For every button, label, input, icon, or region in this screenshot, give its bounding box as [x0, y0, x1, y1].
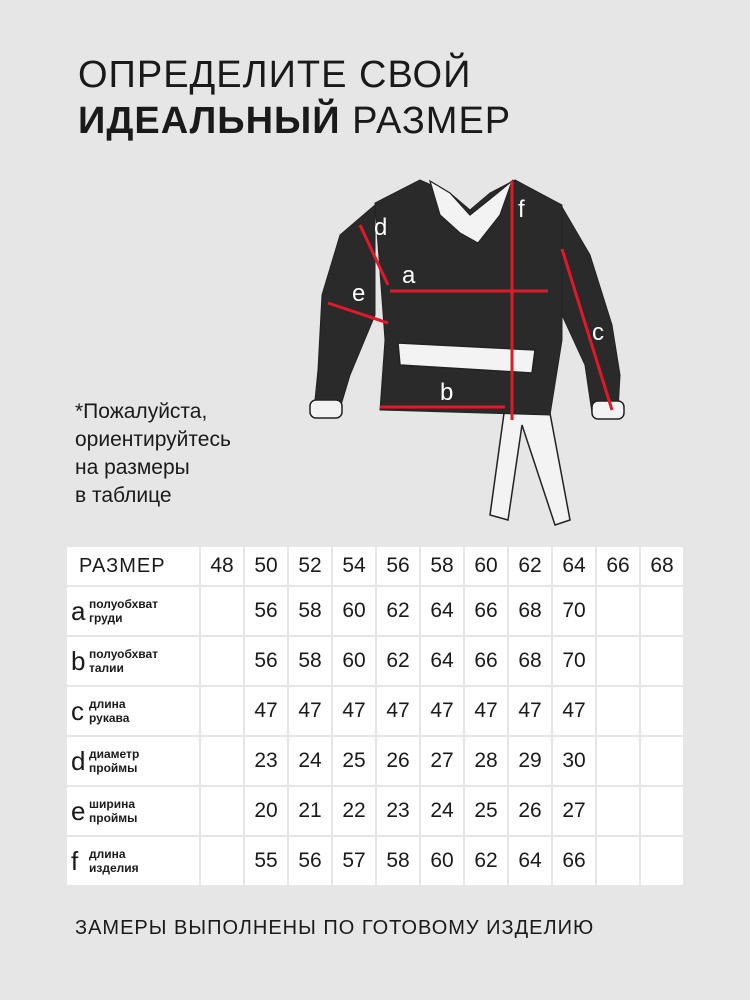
table-cell [641, 837, 683, 885]
row-description [87, 747, 139, 775]
title-bold-word: ИДЕАЛЬНЫЙ [78, 100, 341, 142]
table-cell [201, 587, 243, 635]
row-description-line-1: полуобхват [89, 647, 159, 661]
table-cell: 47 [289, 687, 331, 735]
row-letter: a [71, 596, 86, 626]
size-header-cell: 58 [421, 547, 463, 585]
row-label [67, 837, 199, 885]
size-header-cell: 56 [377, 547, 419, 585]
size-header-label: РАЗМЕР [67, 547, 199, 585]
row-description-line-2: проймы [89, 811, 138, 825]
row-letter: f [71, 846, 79, 876]
title-line-2 [78, 98, 511, 144]
size-header-cell: 64 [553, 547, 595, 585]
label-a: a [402, 262, 416, 289]
table-cell [641, 637, 683, 685]
table-cell [201, 837, 243, 885]
table-cell: 24 [421, 787, 463, 835]
table-cell [641, 687, 683, 735]
table-cell: 64 [509, 837, 551, 885]
size-row-d [67, 737, 683, 785]
table-cell: 28 [465, 737, 507, 785]
table-cell: 58 [377, 837, 419, 885]
row-description [87, 697, 129, 725]
table-cell: 56 [245, 637, 287, 685]
row-description-line-2: изделия [89, 861, 139, 875]
table-cell: 60 [333, 587, 375, 635]
table-cell: 68 [509, 587, 551, 635]
table-cell [641, 737, 683, 785]
row-description-line-1: ширина [89, 797, 136, 811]
table-cell: 23 [245, 737, 287, 785]
table-cell: 47 [377, 687, 419, 735]
size-header-row [67, 547, 683, 585]
table-cell: 64 [421, 587, 463, 635]
table-cell: 26 [509, 787, 551, 835]
table-cell [201, 637, 243, 685]
row-description [87, 847, 139, 875]
table-cell: 60 [421, 837, 463, 885]
size-table [65, 545, 685, 887]
table-cell: 58 [289, 587, 331, 635]
garment-diagram [300, 175, 630, 530]
table-cell: 23 [377, 787, 419, 835]
size-row-f [67, 837, 683, 885]
table-cell: 57 [333, 837, 375, 885]
table-cell [201, 787, 243, 835]
row-label [67, 587, 199, 635]
table-cell: 24 [289, 737, 331, 785]
row-letter: b [71, 646, 86, 676]
table-cell: 25 [333, 737, 375, 785]
row-description [87, 647, 158, 675]
right-sleeve [562, 207, 620, 413]
row-letter: e [71, 796, 86, 826]
table-cell: 21 [289, 787, 331, 835]
row-description-line-2: талии [89, 661, 124, 675]
table-cell [597, 587, 639, 635]
row-letter: d [71, 746, 86, 776]
table-cell [597, 687, 639, 735]
table-cell: 47 [245, 687, 287, 735]
row-label [67, 737, 199, 785]
table-cell [597, 837, 639, 885]
table-cell: 62 [465, 837, 507, 885]
table-cell: 22 [333, 787, 375, 835]
size-row-e [67, 787, 683, 835]
table-cell: 68 [509, 637, 551, 685]
table-cell: 47 [465, 687, 507, 735]
title-rest-word: РАЗМЕР [340, 100, 512, 142]
row-description-line-1: диаметр [89, 747, 140, 761]
label-d: d [374, 214, 388, 241]
table-cell: 25 [465, 787, 507, 835]
table-cell: 29 [509, 737, 551, 785]
row-label [67, 637, 199, 685]
row-description-line-2: рукава [89, 711, 130, 725]
note-line-1: *Пожалуйста, [75, 400, 208, 423]
row-description [87, 597, 158, 625]
label-b: b [440, 379, 454, 406]
table-cell: 30 [553, 737, 595, 785]
table-cell: 70 [553, 587, 595, 635]
table-cell [641, 587, 683, 635]
size-row-b [67, 637, 683, 685]
row-letter: c [71, 696, 84, 726]
size-note [75, 398, 231, 510]
note-line-3: на размеры [75, 456, 190, 479]
row-description-line-1: длина [89, 697, 126, 711]
table-cell: 62 [377, 587, 419, 635]
table-cell: 66 [553, 837, 595, 885]
table-cell: 47 [333, 687, 375, 735]
size-header-cell: 50 [245, 547, 287, 585]
table-cell: 47 [509, 687, 551, 735]
row-description-line-2: проймы [89, 761, 138, 775]
row-description-line-1: длина [89, 847, 126, 861]
table-cell: 47 [553, 687, 595, 735]
table-cell: 64 [421, 637, 463, 685]
table-cell: 66 [465, 587, 507, 635]
table-cell [201, 687, 243, 735]
label-c: c [592, 319, 604, 346]
table-cell: 27 [553, 787, 595, 835]
table-cell [597, 737, 639, 785]
table-cell: 27 [421, 737, 463, 785]
table-cell [597, 637, 639, 685]
size-header-cell: 68 [641, 547, 683, 585]
label-f: f [518, 196, 525, 223]
size-header-cell: 54 [333, 547, 375, 585]
table-cell [641, 787, 683, 835]
table-cell: 26 [377, 737, 419, 785]
table-cell: 66 [465, 637, 507, 685]
label-e: e [352, 280, 366, 307]
row-description-line-1: полуобхват [89, 597, 159, 611]
table-cell [201, 737, 243, 785]
footer-note: ЗАМЕРЫ ВЫПОЛНЕНЫ ПО ГОТОВОМУ ИЗДЕЛИЮ [75, 917, 595, 939]
table-cell: 20 [245, 787, 287, 835]
size-header-cell: 66 [597, 547, 639, 585]
left-cuff [310, 400, 342, 418]
table-cell: 56 [245, 587, 287, 635]
table-cell: 55 [245, 837, 287, 885]
size-header-cell: 62 [509, 547, 551, 585]
table-cell: 60 [333, 637, 375, 685]
note-line-2: ориентируйтесь [75, 428, 231, 451]
size-header-cell: 60 [465, 547, 507, 585]
note-line-4: в таблице [75, 484, 172, 507]
row-label [67, 687, 199, 735]
table-cell: 70 [553, 637, 595, 685]
table-cell: 62 [377, 637, 419, 685]
row-description [87, 797, 137, 825]
table-cell: 47 [421, 687, 463, 735]
size-header-cell: 48 [201, 547, 243, 585]
table-cell: 56 [289, 837, 331, 885]
title-line-1: ОПРЕДЕЛИТЕ СВОЙ [78, 54, 472, 96]
row-description-line-2: груди [89, 611, 123, 625]
size-header-cell: 52 [289, 547, 331, 585]
row-label [67, 787, 199, 835]
size-row-c [67, 687, 683, 735]
right-cuff [592, 401, 624, 419]
table-cell: 58 [289, 637, 331, 685]
page-title [78, 52, 511, 144]
size-row-a [67, 587, 683, 635]
table-cell [597, 787, 639, 835]
